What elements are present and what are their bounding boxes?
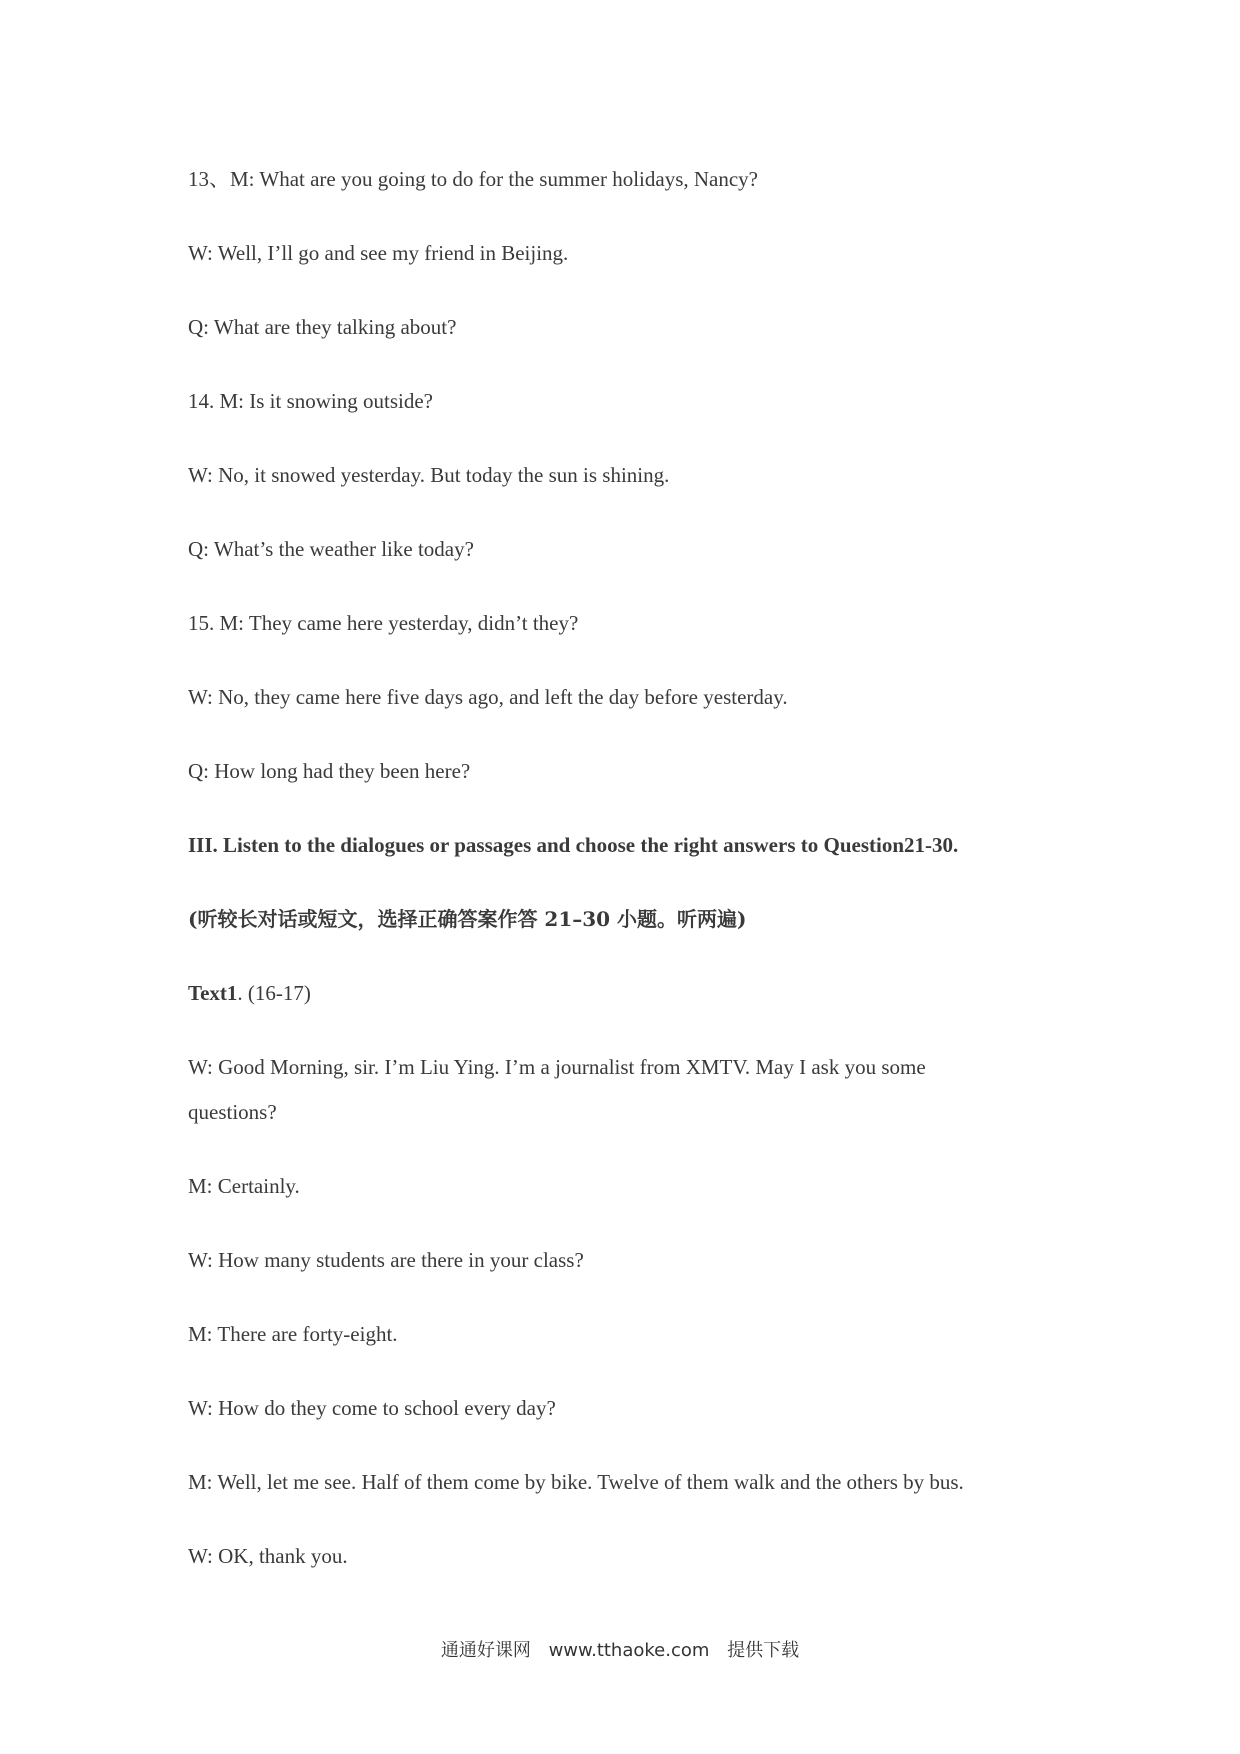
question-13-m: 13、M: What are you going to do for the summer holidays, Nancy?	[188, 167, 758, 191]
footer-site-name: 通通好课网	[440, 1640, 531, 1661]
dialogue-line-4: M: There are forty-eight.	[188, 1322, 398, 1346]
section-heading-cn: (听较长对话或短文，选择正确答案作答 21–30 小题。听两遍)	[188, 907, 747, 931]
footer-suffix: 提供下载	[727, 1640, 800, 1661]
dialogue-line-6: M: Well, let me see. Half of them come by bike. Twelve of them walk and the others by bus.	[188, 1470, 964, 1494]
dialogue-line-2: M: Certainly.	[188, 1174, 300, 1198]
text-label-line	[188, 981, 311, 1005]
question-13-w: W: Well, I’ll go and see my friend in Beijing.	[188, 241, 569, 265]
dialogue-line-3: W: How many students are there in your class?	[188, 1248, 584, 1272]
question-14-m: 14. M: Is it snowing outside?	[188, 389, 433, 413]
question-15-q: Q: How long had they been here?	[188, 759, 471, 783]
dialogue-line-1-cont: questions?	[188, 1100, 277, 1124]
question-15-w: W: No, they came here five days ago, and left the day before yesterday.	[188, 685, 788, 709]
page-footer	[0, 1636, 1240, 1662]
question-14-q: Q: What’s the weather like today?	[188, 537, 474, 561]
dialogue-line-7: W: OK, thank you.	[188, 1544, 348, 1568]
question-14-w: W: No, it snowed yesterday. But today the sun is shining.	[188, 463, 670, 487]
footer-url[interactable]: www.tthaoke.com	[548, 1640, 710, 1661]
question-13-q: Q: What are they talking about?	[188, 315, 457, 339]
text-range: . (16-17)	[237, 981, 311, 1005]
text-label: Text1	[188, 981, 238, 1005]
question-15-m: 15. M: They came here yesterday, didn’t they?	[188, 611, 579, 635]
dialogue-line-1: W: Good Morning, sir. I’m Liu Ying. I’m a journalist from XMTV. May I ask you some	[188, 1055, 926, 1079]
section-heading: III. Listen to the dialogues or passages and choose the right answers to Question21-30.	[188, 833, 959, 857]
dialogue-line-5: W: How do they come to school every day?	[188, 1396, 556, 1420]
